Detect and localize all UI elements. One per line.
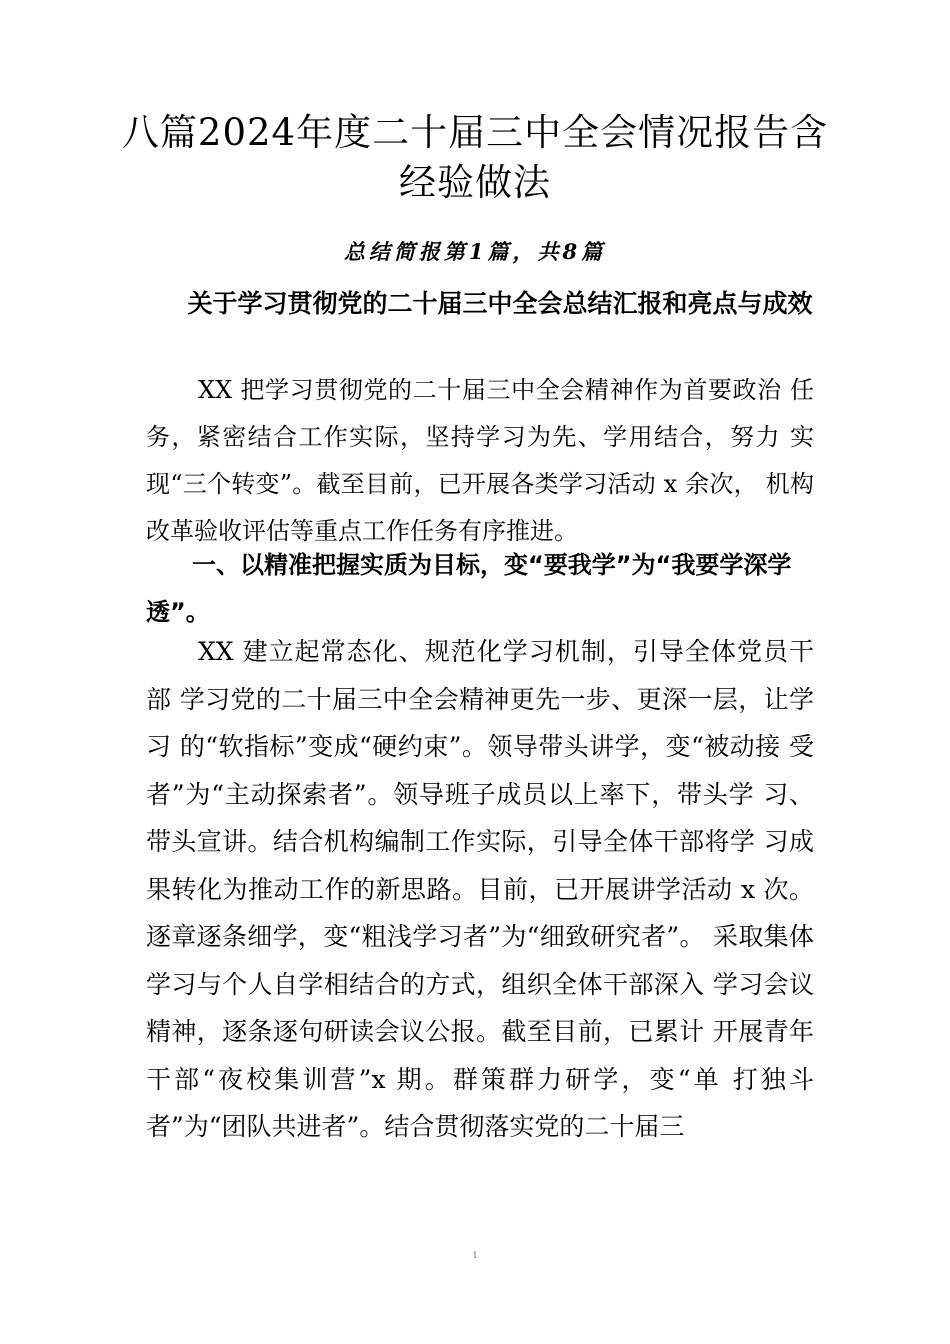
page-number: 1 [472, 1251, 478, 1260]
document-subtitle: 总结简报第1篇，共8篇 [343, 239, 607, 264]
intro-paragraph: XX 把学习贯彻党的二十届三中全会精神作为首要政治 任务，紧密结合工作实际，坚持学习为先、学用结合，努力 实现“三个转变”。截至目前，已开展各类学习活动 x 余次， 机构改革验收评估等重点工作任务有序推进。 [146, 376, 814, 545]
article-heading: 关于学习贯彻党的二十届三中全会总结汇报和亮点与成效 [187, 289, 813, 318]
body-paragraph: XX 建立起常态化、规范化学习机制，引导全体党员干部 学习党的二十届三中全会精神更先一步、更深一层，让学习 的“软指标”变成“硬约束”。领导带头讲学，变“被动接 受者”为“主动探索者”。领导班子成员以上率下，带头学 习、带头宣讲。结合机构编制工作实际，引导全体干部将学 习成果转化为推动工作的新思路。目前，已开展讲学活动 x 次。逐章逐条细学，变“粗浅学习者”为“细致研究者”。 采取集体学习与个人自学相结合的方式，组织全体干部深入 学习会议精神，逐条逐句研读会议公报。截至目前，已累计 开展青年干部“夜校集训营”x 期。群策群力研学，变“单 打独斗者”为“团队共进者”。结合贯彻落实党的二十届三 [146, 637, 814, 1141]
section-heading: 一、以精准把握实质为目标，变“要我学”为“我要学深学透”。 [146, 551, 792, 626]
document-title: 八篇2024年度二十届三中全会情况报告含经验做法 [121, 111, 829, 204]
